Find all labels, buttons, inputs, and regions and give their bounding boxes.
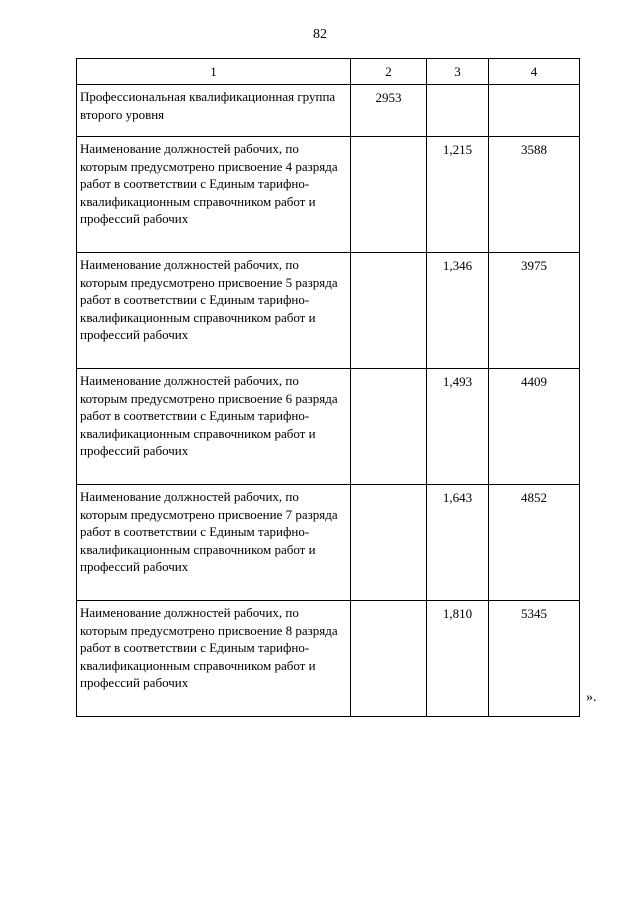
coefficient-cell: 1,346: [427, 253, 489, 369]
amount-cell: 5345: [489, 601, 580, 717]
coefficient-cell: 1,493: [427, 369, 489, 485]
table-header-row: [77, 59, 580, 85]
table-row: [77, 253, 580, 369]
base-cell: [351, 137, 427, 253]
page-number: 82: [313, 27, 327, 42]
group-base-cell: 2953: [351, 85, 427, 137]
amount-cell: 4409: [489, 369, 580, 485]
base-cell: [351, 253, 427, 369]
group-coef-cell: [427, 85, 489, 137]
position-name-cell: Наименование должностей рабочих, по которым предусмотрено присвоение 6 разряда работ в соответствии с Единым тарифно-квалификационным справочником работ и профессий рабочих: [77, 369, 351, 485]
position-name-cell: Наименование должностей рабочих, по которым предусмотрено присвоение 7 разряда работ в соответствии с Единым тарифно-квалификационным справочником работ и профессий рабочих: [77, 485, 351, 601]
column-header-2: 2: [351, 59, 427, 85]
group-amount-cell: [489, 85, 580, 137]
table-row: [77, 137, 580, 253]
column-header-3: 3: [427, 59, 489, 85]
amount-cell: 3975: [489, 253, 580, 369]
coefficient-cell: 1,215: [427, 137, 489, 253]
base-cell: [351, 485, 427, 601]
group-name-cell: Профессиональная квалификационная группа второго уровня: [77, 85, 351, 137]
column-header-4: 4: [489, 59, 580, 85]
table-row: [77, 369, 580, 485]
position-name-cell: Наименование должностей рабочих, по которым предусмотрено присвоение 4 разряда работ в соответствии с Единым тарифно-квалификационным справочником работ и профессий рабочих: [77, 137, 351, 253]
salary-table: [76, 58, 580, 717]
column-header-1: 1: [77, 59, 351, 85]
base-cell: [351, 601, 427, 717]
table-row: [77, 601, 580, 717]
coefficient-cell: 1,643: [427, 485, 489, 601]
group-row: [77, 85, 580, 137]
coefficient-cell: 1,810: [427, 601, 489, 717]
table-row: [77, 485, 580, 601]
position-name-cell: Наименование должностей рабочих, по которым предусмотрено присвоение 8 разряда работ в соответствии с Единым тарифно-квалификационным справочником работ и профессий рабочих: [77, 601, 351, 717]
base-cell: [351, 369, 427, 485]
amount-cell: 4852: [489, 485, 580, 601]
amount-cell: 3588: [489, 137, 580, 253]
position-name-cell: Наименование должностей рабочих, по которым предусмотрено присвоение 5 разряда работ в соответствии с Единым тарифно-квалификационным справочником работ и профессий рабочих: [77, 253, 351, 369]
closing-quote-mark: ».: [586, 690, 597, 705]
